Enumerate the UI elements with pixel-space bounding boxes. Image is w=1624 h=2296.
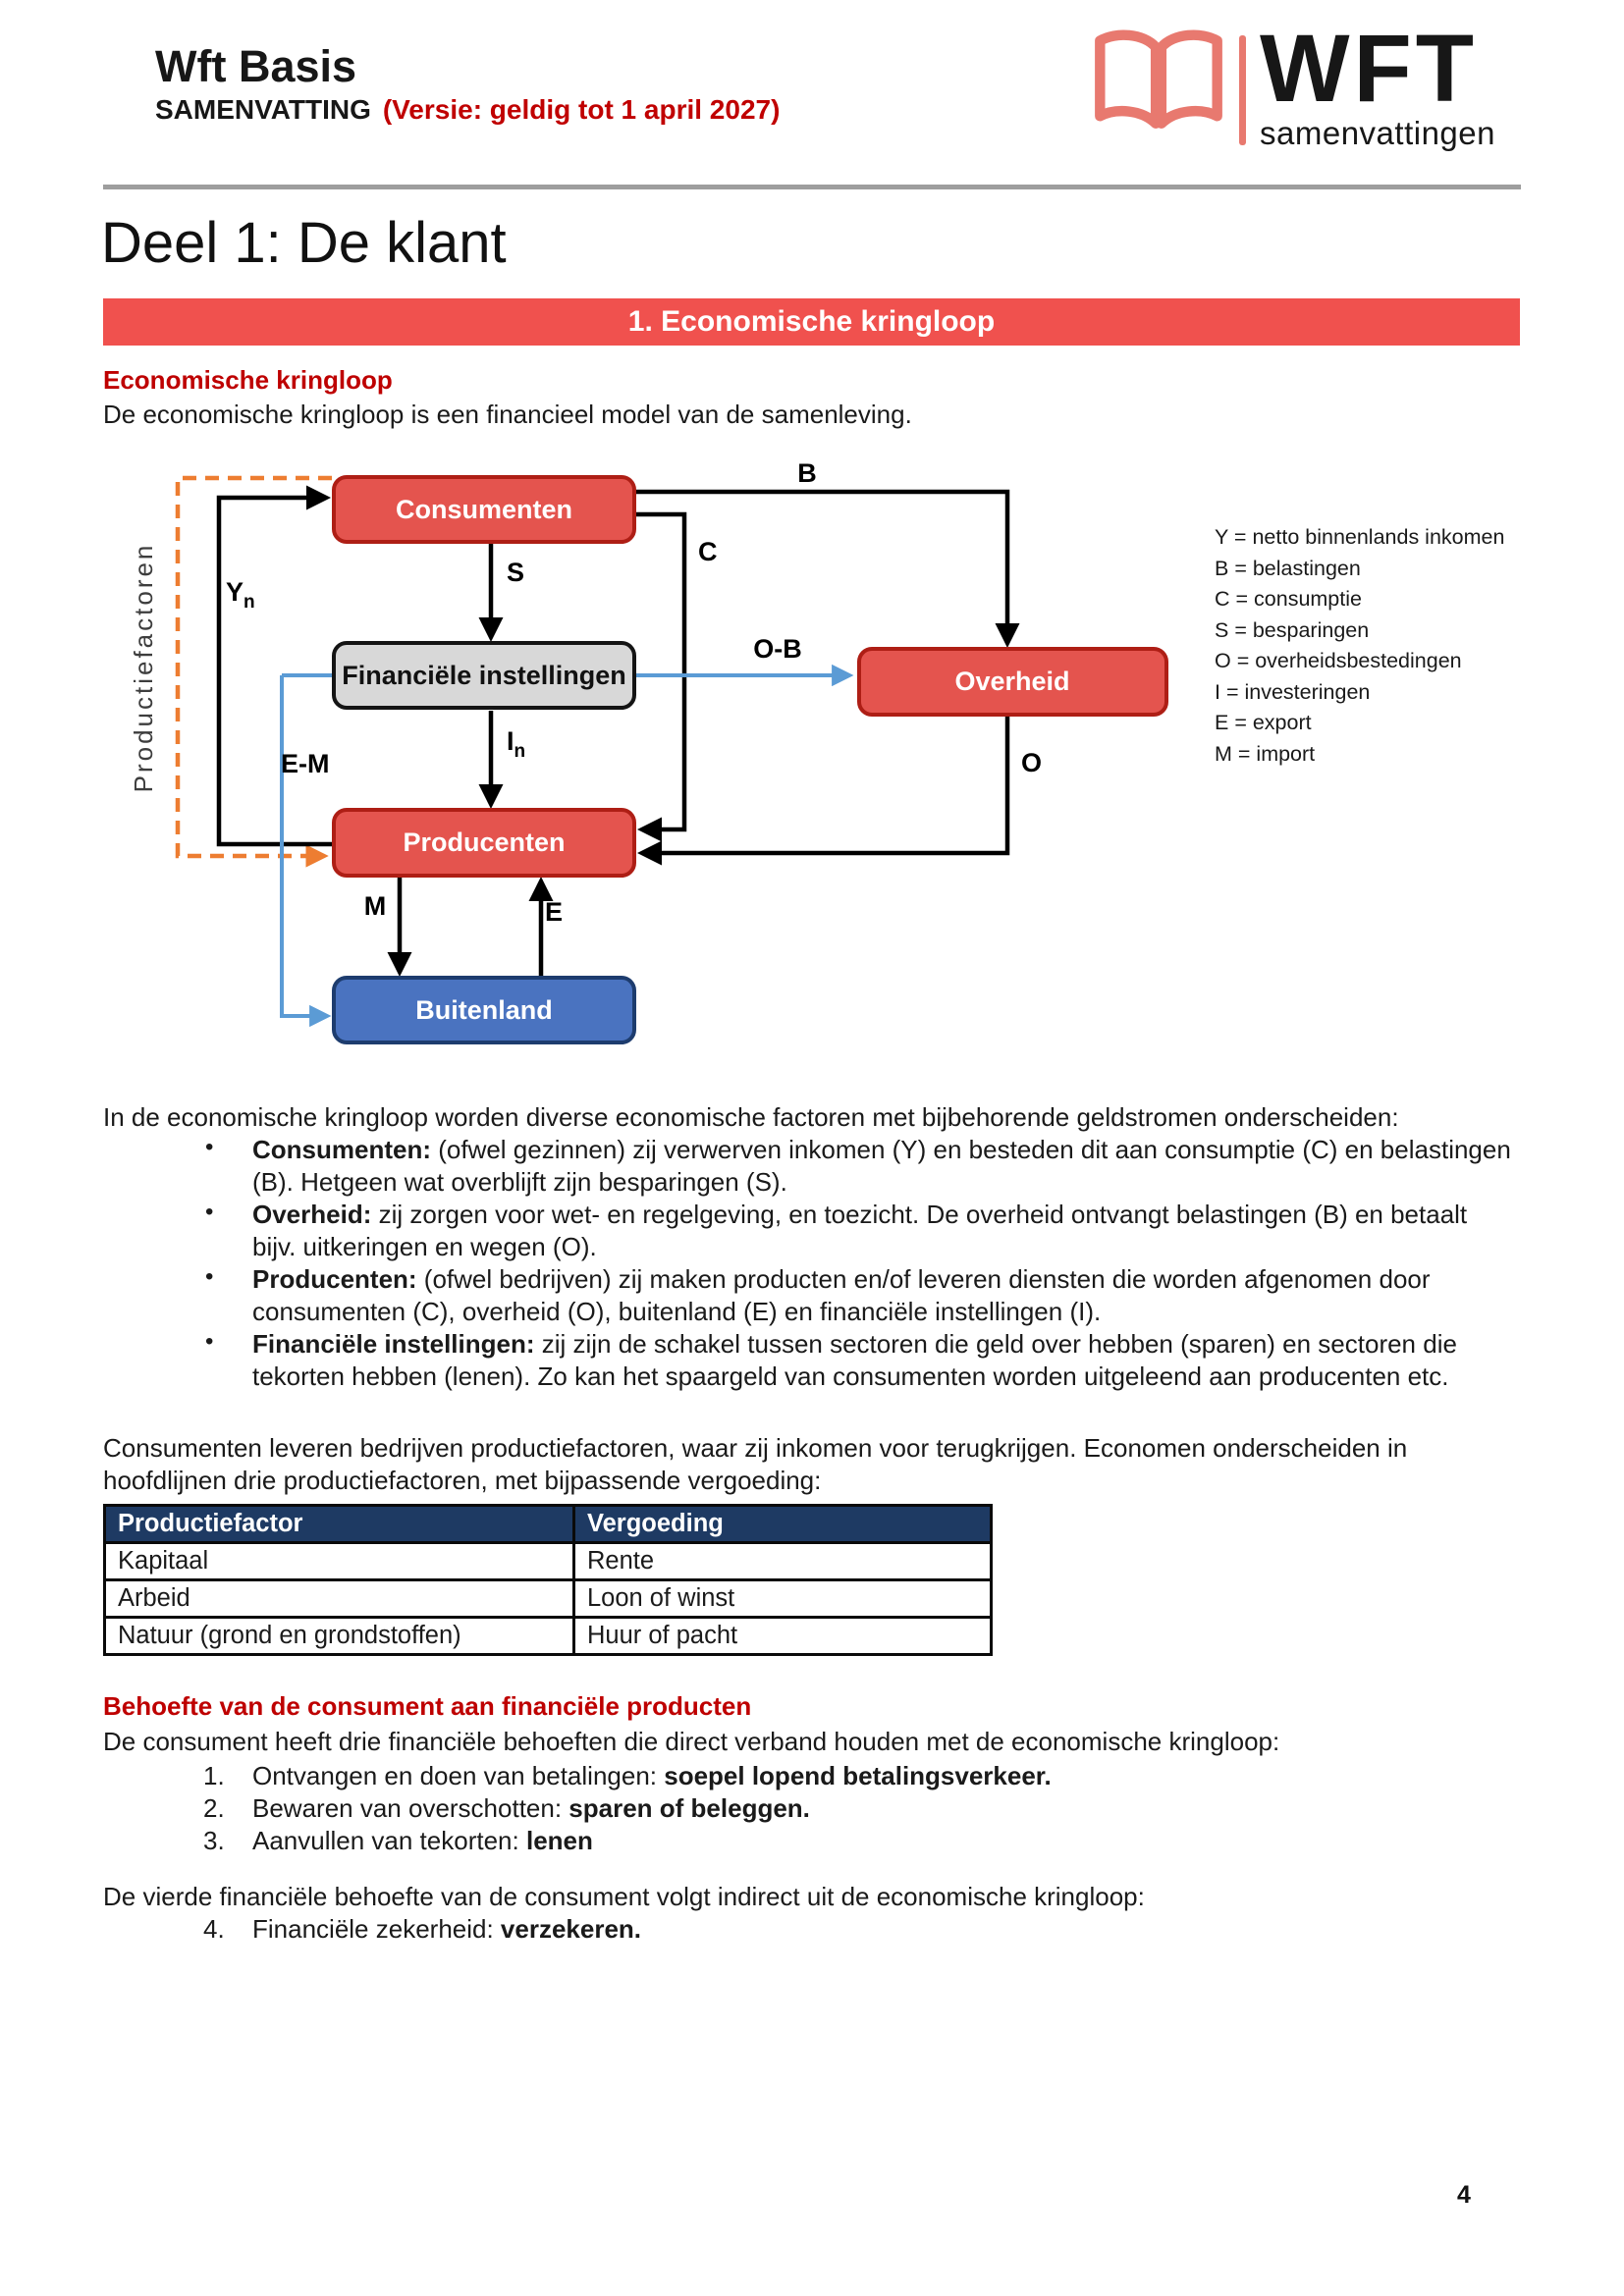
bullet-lead: Financiële instellingen:	[252, 1329, 535, 1359]
list-item	[103, 1263, 1537, 1328]
productiefactoren-paragraph	[103, 1432, 1537, 1497]
bullet-text: tekorten hebben (lenen). Zo kan het spaargeld van consumenten worden uitgeleend aan producenten etc.	[252, 1362, 1449, 1391]
item-bold: lenen	[525, 1826, 593, 1855]
table-cell: Arbeid	[106, 1581, 575, 1616]
paragraph: In de economische kringloop worden diverse economische factoren met bijbehorende geldstromen onderscheiden:	[103, 1102, 1399, 1132]
logo-text	[1260, 15, 1495, 151]
table-row	[106, 1616, 990, 1653]
node-buitenland-label: Buitenland	[415, 995, 553, 1025]
table-cell: Kapitaal	[106, 1544, 575, 1578]
page-number: 4	[1457, 2181, 1471, 2209]
legend-item: M = import	[1215, 741, 1316, 766]
bullet-icon: •	[205, 1134, 214, 1160]
legend-item: I = investeringen	[1215, 679, 1371, 704]
kringloop-explanation	[103, 1101, 1537, 1393]
flow-label-e: E	[544, 897, 564, 927]
logo-divider	[1239, 35, 1246, 145]
section-heading-behoefte: Behoefte van de consument aan financiële producten	[103, 1691, 752, 1721]
paragraph: De vierde financiële behoefte van de consument volgt indirect uit de economische kringloop:	[103, 1882, 1145, 1911]
legend-item: C = consumptie	[1215, 587, 1362, 611]
item-number: 2.	[203, 1793, 225, 1823]
bullet-text: zij zorgen voor wet- en regelgeving, en toezicht. De overheid ontvangt belastingen (B) en betaalt	[371, 1200, 1468, 1229]
flow-label-in: In	[507, 726, 526, 762]
node-buitenland	[334, 978, 634, 1042]
table-cell: Natuur (grond en grondstoffen)	[106, 1619, 575, 1653]
numbered-item	[103, 1792, 1537, 1825]
table-cell: Rente	[587, 1547, 655, 1575]
paragraph: Consumenten leveren bedrijven productiefactoren, waar zij inkomen voor terugkrijgen. Economen onderscheiden in	[103, 1433, 1408, 1463]
productiefactoren-table	[103, 1504, 993, 1656]
money-flows	[219, 492, 1007, 976]
legend-item: O = overheidsbestedingen	[1215, 649, 1462, 672]
bullet-text: (B). Hetgeen wat overblijft zijn besparingen (S).	[252, 1167, 787, 1197]
node-overheid	[859, 649, 1166, 715]
item-text: Bewaren van overschotten:	[252, 1793, 569, 1823]
open-book-icon	[1088, 24, 1229, 147]
section-heading-kringloop: Economische kringloop	[103, 365, 393, 395]
item-number: 3.	[203, 1826, 225, 1855]
node-consumenten	[334, 477, 634, 542]
paragraph: hoofdlijnen drie productiefactoren, met bijpassende vergoeding:	[103, 1466, 822, 1495]
logo-wordmark: WFT	[1260, 15, 1479, 122]
node-producenten	[334, 810, 634, 876]
bullet-icon: •	[205, 1263, 214, 1290]
list-item	[103, 1134, 1537, 1199]
item-number: 1.	[203, 1761, 225, 1790]
node-financiele-instellingen-label: Financiële instellingen	[342, 661, 626, 690]
item-bold: soepel lopend betalingsverkeer.	[664, 1761, 1052, 1790]
flow-label-ob: O-B	[753, 634, 802, 664]
list-item	[103, 1199, 1537, 1263]
flow-label-c: C	[698, 537, 718, 566]
paragraph: De consument heeft drie financiële behoeften die direct verband houden met de economische kringloop:	[103, 1727, 1280, 1756]
horizontal-rule	[103, 185, 1521, 189]
behoefte-section	[103, 1690, 1537, 1946]
chapter-banner-label: 1. Economische kringloop	[627, 305, 996, 338]
flow-label-o: O	[1021, 748, 1043, 777]
table-header-cell: Productiefactor	[106, 1507, 575, 1541]
bullet-text: (ofwel bedrijven) zij maken producten en/of leveren diensten die worden afgenomen door	[416, 1264, 1431, 1294]
legend-item: S = besparingen	[1215, 617, 1370, 642]
table-header-cell: Vergoeding	[575, 1507, 990, 1541]
table-row	[106, 1541, 990, 1578]
item-bold: sparen of beleggen.	[568, 1793, 810, 1823]
flow-label-yn: Yn	[226, 577, 255, 613]
chapter-banner	[103, 298, 1520, 346]
document-title: Wft Basis	[155, 41, 357, 91]
bullet-icon: •	[205, 1328, 214, 1355]
item-number: 4.	[203, 1914, 225, 1944]
flow-label-s: S	[507, 558, 525, 587]
node-producenten-label: Producenten	[403, 828, 566, 857]
economic-cycle-diagram	[98, 447, 1218, 1095]
section-lead: De economische kringloop is een financieel model van de samenleving.	[103, 400, 912, 429]
production-factors-flow	[178, 478, 332, 856]
legend-item: E = export	[1215, 711, 1312, 734]
item-text: Aanvullen van tekorten:	[252, 1826, 526, 1855]
flow-label-em: E-M	[281, 749, 330, 778]
item-text: Financiële zekerheid:	[252, 1914, 501, 1944]
diagram-legend	[1215, 522, 1504, 770]
document-subtitle	[155, 94, 780, 126]
table-cell: Loon of winst	[587, 1584, 735, 1612]
bullet-lead: Overheid:	[252, 1200, 372, 1229]
axis-label-productiefactoren: Productiefactoren	[129, 542, 159, 793]
table-cell: Huur of pacht	[587, 1622, 738, 1649]
node-overheid-label: Overheid	[954, 667, 1070, 696]
logo-tagline: samenvattingen	[1260, 115, 1495, 151]
table-row	[106, 1578, 990, 1616]
bullet-icon: •	[205, 1199, 214, 1225]
item-bold: verzekeren.	[500, 1914, 642, 1944]
legend-item: Y = netto binnenlands inkomen	[1215, 525, 1505, 549]
bullet-text: consumenten (C), overheid (O), buitenland (E) en financiële instellingen (I).	[252, 1297, 1102, 1326]
subtitle-text: SAMENVATTING	[155, 94, 371, 125]
bullet-lead: Producenten:	[252, 1264, 417, 1294]
bullet-text: bijv. uitkeringen en wegen (O).	[252, 1232, 597, 1261]
legend-item: B = belastingen	[1215, 556, 1361, 580]
part-title: Deel 1: De klant	[101, 211, 507, 275]
bullet-text: zij zijn de schakel tussen sectoren die geld over hebben (sparen) en sectoren die	[534, 1329, 1457, 1359]
table-header-row	[106, 1507, 990, 1541]
list-item	[103, 1328, 1537, 1393]
flow-label-m: M	[363, 891, 387, 921]
bullet-lead: Consumenten:	[252, 1135, 431, 1164]
version-note: (Versie: geldig tot 1 april 2027)	[382, 94, 781, 125]
brand-logo	[1088, 15, 1495, 151]
node-consumenten-label: Consumenten	[395, 495, 573, 524]
numbered-item	[103, 1825, 1537, 1857]
bullet-text: (ofwel gezinnen) zij verwerven inkomen (Y) en besteden dit aan consumptie (C) en belastingen	[431, 1135, 1511, 1164]
item-text: Ontvangen en doen van betalingen:	[252, 1761, 665, 1790]
node-financiele-instellingen	[334, 643, 634, 708]
numbered-item	[103, 1913, 1537, 1946]
numbered-item	[103, 1760, 1537, 1792]
flow-label-b: B	[797, 458, 817, 488]
